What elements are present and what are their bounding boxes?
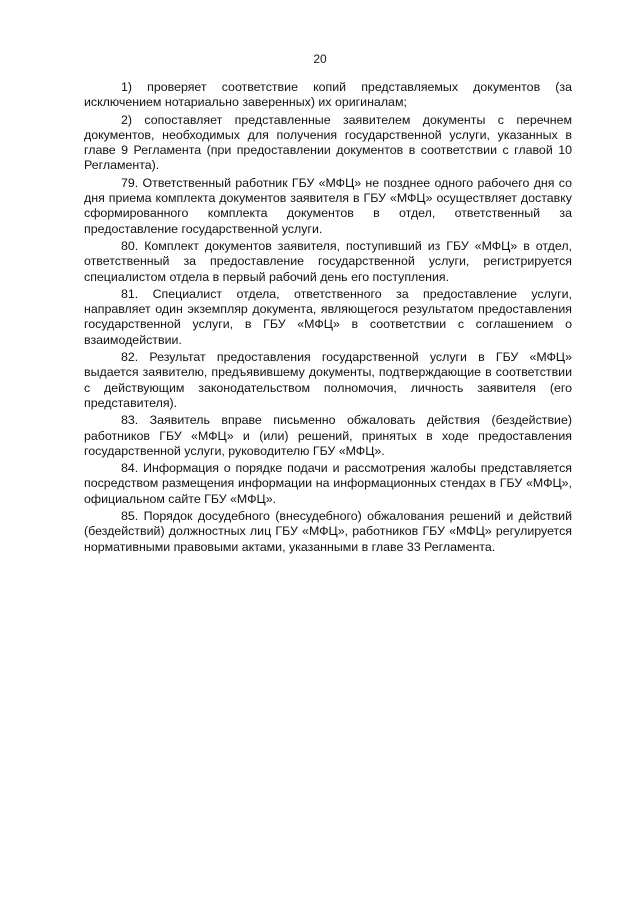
paragraph-79: 79. Ответственный работник ГБУ «МФЦ» не позднее одного рабочего дня со дня приема комплекта документов заявителя в ГБУ «МФЦ» осуществляет доставку сформированного комплекта документов в отдел, ответственный за предоставление государственной услуги. bbox=[84, 175, 572, 236]
paragraph-81: 81. Специалист отдела, ответственного за предоставление услуги, направляет один экземпляр документа, являющегося результатом предоставления государственной услуги, в ГБУ «МФЦ» в соответствии с соглашением о взаимодействии. bbox=[84, 286, 572, 347]
paragraph-84: 84. Информация о порядке подачи и рассмотрения жалобы представляется посредством размещения информации на информационных стендах в ГБУ «МФЦ», официальном сайте ГБУ «МФЦ». bbox=[84, 461, 572, 506]
page-number: 20 bbox=[313, 52, 327, 66]
paragraph-83: 83. Заявитель вправе письменно обжаловать действия (бездействие) работников ГБУ «МФЦ» и (или) решений, принятых в ходе предоставления государственной услуги, руководителю ГБУ «МФЦ». bbox=[84, 413, 572, 458]
paragraph-item-1: 1) проверяет соответствие копий представляемых документов (за исключением нотариально заверенных) их оригиналам; bbox=[84, 80, 572, 110]
paragraph-80: 80. Комплект документов заявителя, поступивший из ГБУ «МФЦ» в отдел, ответственный за предоставление государственной услуги, регистрируется специалистом отдела в первый рабочий день его поступления. bbox=[84, 238, 572, 284]
paragraph-82: 82. Результат предоставления государственной услуги в ГБУ «МФЦ» выдается заявителю, предъявившему документы, подтверждающие в соответствии с действующим законодательством полномочия, личность заявителя (его представителя). bbox=[84, 350, 572, 410]
document-body bbox=[84, 80, 572, 557]
paragraph-item-2: 2) сопоставляет представленные заявителем документы с перечнем документов, необходимых для получения государственной услуги, указанных в главе 9 Регламента (при предоставлении документов в соответствии с главой 10 Регламента). bbox=[84, 112, 572, 173]
paragraph-85: 85. Порядок досудебного (внесудебного) обжалования решений и действий (бездействий) должностных лиц ГБУ «МФЦ», работников ГБУ «МФЦ» регулируется нормативными правовыми актами, указанными в главе 33 Регламента. bbox=[84, 509, 572, 554]
